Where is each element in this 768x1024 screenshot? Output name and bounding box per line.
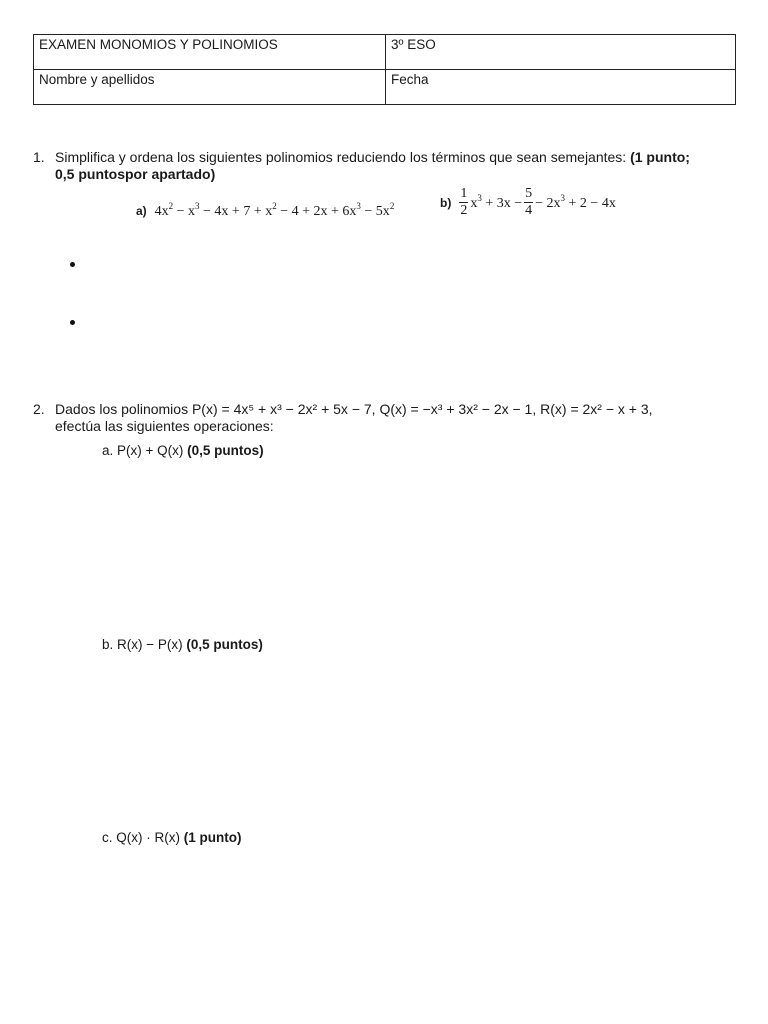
polynomial-b-term-1: $x^3 + 3x$ − xyxy=(470,193,523,211)
question-1-points-detail: 0,5 puntospor apartado) xyxy=(55,166,216,182)
question-2-number: 2. xyxy=(33,401,45,417)
operation-a: a. P(x) + Q(x) (0,5 puntos) xyxy=(102,443,264,458)
question-1-number: 1. xyxy=(33,149,45,165)
fraction-five-quarters: $\frac{5}{4}$ xyxy=(525,186,533,218)
answer-bullet-a xyxy=(70,262,75,267)
answer-bullet-b xyxy=(70,320,75,325)
fraction-one-half: $\frac{1}{2}$ xyxy=(460,186,468,218)
polynomial-a xyxy=(136,201,394,220)
polynomial-a-label: a) xyxy=(136,204,147,218)
polynomial-b-label: b) xyxy=(440,195,452,210)
operation-c-points: (1 punto) xyxy=(183,830,242,845)
question-2-statement: Dados los polinomios P(x) = 4x⁵ + x³ − 2x² + 5x − 7, Q(x) = −x³ + 3x² − 2x − 1, R(x) = 2x² − x + 3, xyxy=(55,401,653,417)
question-2-text xyxy=(55,401,745,435)
operation-a-points: (0,5 puntos) xyxy=(187,443,264,458)
operation-c: c. Q(x) · R(x) (1 punto) xyxy=(102,830,242,845)
header-table xyxy=(33,34,736,105)
polynomial-b-term-2: − $2x^3 + 2 - 4x$ xyxy=(535,193,616,211)
operation-b-points: (0,5 puntos) xyxy=(186,637,263,652)
question-2-instruction: efectúa las siguientes operaciones: xyxy=(55,418,274,434)
question-1-points: (1 punto; xyxy=(630,149,690,165)
question-1-text xyxy=(55,149,735,183)
question-1-statement: Simplifica y ordena los siguientes polinomios reduciendo los términos que sean semejantes: xyxy=(55,149,627,165)
polynomial-b xyxy=(440,186,616,219)
course-cell: 3º ESO xyxy=(386,35,736,70)
exam-title-cell: EXAMEN MONOMIOS Y POLINOMIOS xyxy=(34,35,386,70)
name-field-cell: Nombre y apellidos xyxy=(34,70,386,105)
polynomial-a-expression: $4x^2 - x^3 - 4x + 7 + x^2 - 4 + 2x + 6x^3 - 5x^2$ xyxy=(151,201,395,219)
operation-b: b. R(x) − P(x) (0,5 puntos) xyxy=(102,637,263,652)
date-field-cell: Fecha xyxy=(386,70,736,105)
